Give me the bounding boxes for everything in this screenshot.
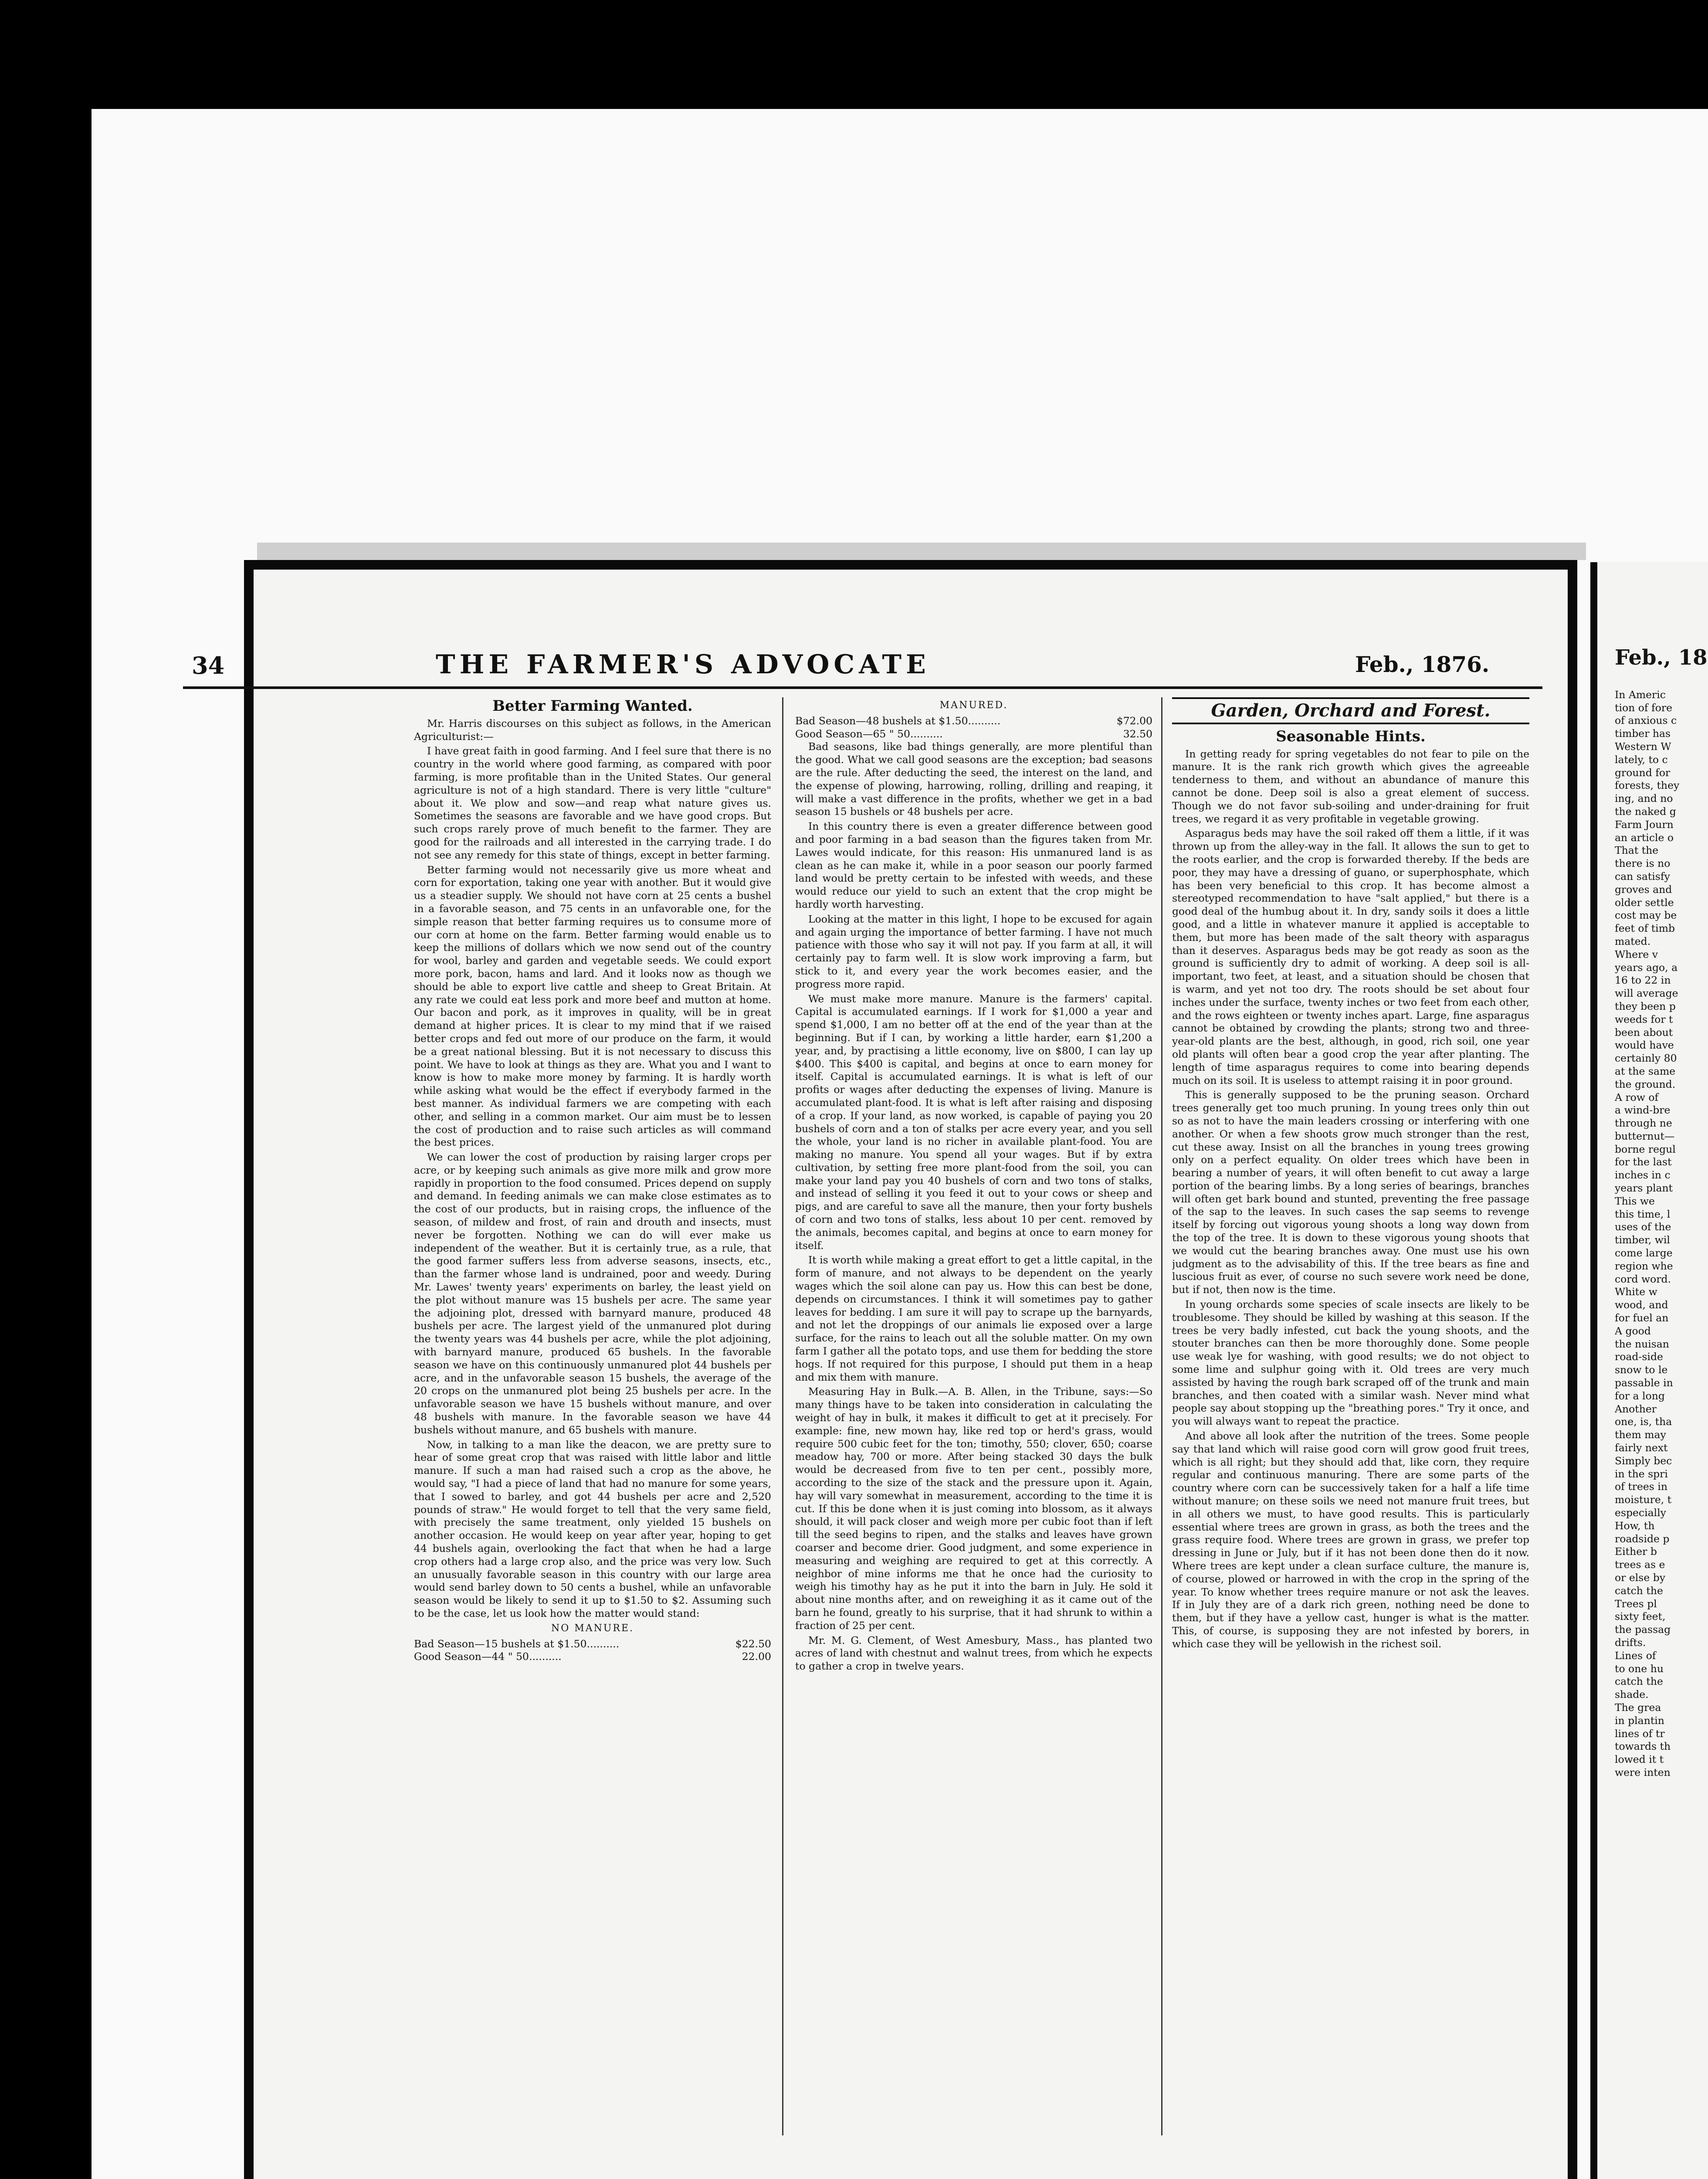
adjacent-page-line: years ago, a — [1615, 961, 1678, 974]
adjacent-page-line: cost may be — [1615, 909, 1677, 922]
adjacent-page-line: Either b — [1615, 1545, 1657, 1558]
adjacent-page-line: 16 to 22 in — [1615, 974, 1671, 987]
adjacent-page-line: for the last — [1615, 1156, 1672, 1168]
table-row — [414, 1638, 771, 1651]
adjacent-page-line: How, th — [1615, 1519, 1655, 1532]
article-body — [414, 717, 771, 1620]
article-body — [1172, 748, 1529, 1651]
column-divider — [1161, 697, 1162, 2135]
adjacent-page-line: been about — [1615, 1026, 1673, 1039]
adjacent-page-line: This we — [1615, 1195, 1655, 1207]
adjacent-page-line: feet of timb — [1615, 922, 1675, 935]
adjacent-page-line: they been p — [1615, 1000, 1676, 1012]
table-cell: $22.50 — [735, 1637, 771, 1650]
adjacent-page-line: at the same — [1615, 1065, 1676, 1077]
adjacent-page-line: especially — [1615, 1507, 1666, 1519]
adjacent-page-line: snow to le — [1615, 1364, 1668, 1376]
adjacent-page-line: borne regul — [1615, 1143, 1676, 1155]
adjacent-page-line: mated. — [1615, 935, 1651, 947]
adjacent-page-line: Where v — [1615, 948, 1658, 961]
table-cell: 32.50 — [1123, 727, 1152, 740]
column-1 — [414, 697, 771, 2153]
adjacent-page-line: roadside p — [1615, 1532, 1670, 1545]
adjacent-page-line: shade. — [1615, 1688, 1649, 1701]
adjacent-page-line: drifts. — [1615, 1636, 1646, 1649]
adjacent-page-line: wood, and — [1615, 1299, 1668, 1311]
table-row — [795, 715, 1152, 728]
adjacent-page-line: of trees in — [1615, 1480, 1667, 1493]
paragraph: Better farming would not necessarily give us more wheat and corn for exportation, taking one year with another. But it would give us a steadier supply. We should not have corn at 25 cents a bushel in a favorable season, and 75 cents in an unfavorable one, for the simple reason that better farming requires us to consume more of our corn at home on the farm. Better farming would enable us to keep the millions of dollars which we now send out of the country for wool, barley and garden and vegetable seeds. We could export more pork, bacon, hams and lard. And it looks now as though we should be able to export live cattle and sheep to Great Britain. At any rate we could eat less pork and more beef and mutton at home. Our bacon and pork, as it improves in quality, will be in great demand at higher prices. It is clear to my mind that if we raised better crops and fed out more of our produce on the farm, it would be a great national blessing. But it is not necessary to discuss this point. We have to look at things as they are. What you and I want to know is how to make more money by farming. It is hardly worth while asking what would be the effect if everybody farmed in the best manner. As individual farmers we are competing with each other, and selling in a common market. Our aim must be to lessen the cost of production and to raise such articles as will command the best prices. — [414, 863, 771, 1149]
header-rule — [183, 686, 1542, 689]
paragraph: This is generally supposed to be the pruning season. Orchard trees generally get too much pruning. In young trees only thin out so as not to have the main leaders crossing or interfering with one another. Or when a few shoots grow much stronger than the rest, cut these away. Insist on all the branches in young trees growing only on a perfect equality. On older trees which have been in bearing a number of years, it will often benefit to cut away a large portion of the bearing limbs. By a long series of bearings, branches will often get bark bound and stunted, preventing the free passage of the sap to the leaves. In such cases the sap seems to revenge itself by forcing out vigorous young shoots a long way down from the top of the tree. It is down to these vigorous young shoots that we would cut the bearing branches away. One must use his own judgment as to the advisability of this. If the tree bears as fine and luscious fruit as ever, of course no such severe work need be done, but if not, then now is the time. — [1172, 1089, 1529, 1296]
paragraph: In young orchards some species of scale insects are likely to be troublesome. They should be killed by washing at this season. If the trees be very badly infested, cut back the young shoots, and the stouter branches can then be more thoroughly done. Some people use weak lye for washing, with good results; we do not object to some lime and sulphur going with it. Old trees are very much assisted by having the rough bark scraped off of the trunk and main branches, and then coated with a similar wash. Never mind what people say about stopping up the "breathing pores." Try it once, and you will always want to repeat the practice. — [1172, 1298, 1529, 1428]
adjacent-page-line: tion of fore — [1615, 701, 1673, 714]
paragraph: Measuring Hay in Bulk.—A. B. Allen, in the Tribune, says:—So many things have to be taken into consideration in calculating the weight of hay in bulk, it makes it difficult to get at it precisely. For example: fine, new mown hay, like red top or herd's grass, would require 500 cubic feet for the ton; timothy, 550; clover, 650; coarse meadow hay, 700 or more. After being stacked 30 days the bulk would be decreased from five to ten per cent., possibly more, according to the size of the stack and the pressure upon it. Again, hay will vary somewhat in measurement, according to the time it is cut. If this be done when it is just coming into blossom, as it always should, it will pack closer and weigh more per cubic foot than if left till the seed begins to ripen, and the stalks and leaves have grown coarser and become drier. Good judgment, and some experience in measuring and weighing are required to get at this correctly. A neighbor of mine informs me that he once had the curiosity to weigh his timothy hay as he put it into the barn in July. He sold it about nine months after, and on reweighing it as it came out of the barn he found, greatly to his surprise, that it had shrunk to within a fraction of 25 per cent. — [795, 1385, 1152, 1632]
adjacent-page-line: Farm Journ — [1615, 818, 1674, 831]
adjacent-page-line: would have — [1615, 1039, 1674, 1052]
table-cell: Good Season—65 " 50.......... — [795, 727, 943, 740]
adjacent-page-line: ground for — [1615, 766, 1671, 779]
adjacent-page-line: towards th — [1615, 1740, 1671, 1753]
adjacent-page-line: butternut— — [1615, 1130, 1675, 1142]
table-cell: $72.00 — [1116, 714, 1152, 727]
table-cell: 22.00 — [742, 1650, 771, 1663]
column-divider — [782, 697, 783, 2135]
adjacent-page-line: a wind-bre — [1615, 1104, 1671, 1117]
paragraph: Looking at the matter in this light, I hope to be excused for again and again urging the importance of better farming. I have not much patience with those who say it will not pay. If you farm at all, it will certainly pay to farm well. It is slow work improving a farm, but stick to it, and every year the work becomes easier, and the progress more rapid. — [795, 913, 1152, 990]
table-cell: Bad Season—15 bushels at $1.50.......... — [414, 1637, 620, 1650]
adjacent-page-line: them may — [1615, 1429, 1666, 1441]
adjacent-page-line: region whe — [1615, 1259, 1673, 1272]
section-heading: Garden, Orchard and Forest. — [1172, 697, 1529, 724]
adjacent-page-line: timber, wil — [1615, 1234, 1670, 1246]
adjacent-page-line: the naked g — [1615, 805, 1676, 818]
adjacent-page-line: Trees pl — [1615, 1597, 1657, 1610]
adjacent-page-line: moisture, t — [1615, 1493, 1672, 1506]
table-row — [414, 1650, 771, 1663]
paragraph: I have great faith in good farming. And I feel sure that there is no country in the world where good farming, as compared with poor farming, is more profitable than in the United States. Our general agriculture is not of a high standard. There is very little "culture" about it. We plow and sow—and reap what nature gives us. Sometimes the seasons are favorable and we have good crops. But such crops rarely prove of much benefit to the farmer. They are good for the railroads and all interested in the carrying trade. I do not see any remedy for this state of things, except in better farming. — [414, 745, 771, 861]
adjacent-page-line: inches in c — [1615, 1169, 1671, 1181]
adjacent-page-line: groves and — [1615, 883, 1672, 896]
adjacent-page-line: Simply bec — [1615, 1454, 1672, 1467]
adjacent-page-line: catch the — [1615, 1675, 1663, 1688]
adjacent-page-line: uses of the — [1615, 1221, 1671, 1233]
article-title: Better Farming Wanted. — [492, 697, 693, 715]
adjacent-page-line: in plantin — [1615, 1714, 1664, 1727]
column-2 — [795, 697, 1152, 2153]
table-title: NO MANURE. — [551, 1622, 634, 1634]
adjacent-page-line: ing, and no — [1615, 792, 1673, 805]
adjacent-page-line: The grea — [1615, 1701, 1661, 1714]
adjacent-page-line: A good — [1615, 1324, 1651, 1337]
adjacent-page-line: come large — [1615, 1247, 1673, 1259]
adjacent-page-line: through ne — [1615, 1117, 1672, 1130]
paragraph: Bad seasons, like bad things generally, are more plentiful than the good. What we call good seasons are the exception; bad seasons are the rule. After deducting the seed, the interest on the land, and the expense of plowing, harrowing, rolling, drilling and reaping, it will make a vast difference in the profits, whether we get in a bad season 15 bushels or 48 bushels per acre. — [795, 740, 1152, 818]
adjacent-page-line: Lines of — [1615, 1649, 1656, 1662]
adjacent-page-line: will average — [1615, 987, 1678, 1000]
adjacent-page-line: to one hu — [1615, 1662, 1664, 1675]
adjacent-page-line: older settle — [1615, 896, 1674, 909]
adjacent-page-line: lines of tr — [1615, 1727, 1665, 1740]
adjacent-page-line: weeds for t — [1615, 1013, 1673, 1025]
adjacent-page-line: in the spri — [1615, 1467, 1668, 1480]
adjacent-page-line: A row of — [1615, 1091, 1659, 1103]
adjacent-page-line: catch the — [1615, 1584, 1663, 1597]
adjacent-page-line: sixty feet, — [1615, 1610, 1666, 1623]
adjacent-page-line: one, is, tha — [1615, 1415, 1672, 1428]
paragraph: We can lower the cost of production by raising larger crops per acre, or by keeping such animals as give more milk and grow more rapidly in proportion to the food consumed. Prices depend on supply and demand. In feeding animals we can make close estimates as to the cost of our products, but in raising crops, the influence of the season, of mildew and frost, of rain and drouth and insects, must never be forgotten. Nothing we can do will ever make us independent of the weather. But it is certainly true, as a rule, that the good farmer suffers less from adverse seasons, insects, etc., than the farmer whose land is undrained, poor and weedy. During Mr. Lawes' twenty years' experiments on barley, the least yield on the plot without manure was 15 bushels per acre. The same year the adjoining plot, dressed with barnyard manure, produced 48 bushels per acre. The largest yield of the unmanured plot during the twenty years was 44 bushels per acre, while the plot adjoining, with barnyard manure, produced 65 bushels. In the favorable season we have on this continuously unmanured plot 44 bushels per acre, and in the unfavorable season 15 bushels, the average of the 20 crops on the unmanured plot being 25 bushels per acre. In the unfavorable season we have 15 bushels without manure, and over 48 bushels with manure. In the favorable season we have 44 bushels without manure, and 65 bushels with manure. — [414, 1151, 771, 1436]
adjacent-page-line: years plant — [1615, 1182, 1673, 1195]
adjacent-page — [1590, 562, 1708, 2179]
adjacent-page-line: cord word. — [1615, 1273, 1671, 1285]
adjacent-page-line: Western W — [1615, 740, 1671, 753]
issue-date: Feb., 1876. — [1355, 652, 1490, 677]
adjacent-page-line: for a long — [1615, 1389, 1665, 1402]
adjacent-page-line: there is no — [1615, 857, 1671, 870]
adjacent-page-line: fairly next — [1615, 1442, 1668, 1454]
adjacent-page-line: the ground. — [1615, 1078, 1676, 1090]
paragraph: Mr. Harris discourses on this subject as follows, in the American Agriculturist:— — [414, 717, 771, 743]
adjacent-page-line: the passag — [1615, 1623, 1671, 1636]
adjacent-page-line: were inten — [1615, 1766, 1671, 1778]
adjacent-page-line: of anxious c — [1615, 714, 1677, 727]
paragraph: And above all look after the nutrition of the trees. Some people say that land which will raise good corn will grow good fruit trees, which is all right; but they should add that, like corn, they require regular and continuous manuring. There are some parts of the country where corn can be successively taken for a half a life time without manure; on these soils we need not manure fruit trees, but in all others we must, to have good results. This is particularly essential where trees are grown in grass, as both the trees and the grass require food. Where trees are grown in grass, we prefer top dressing in June or July, but if it has not been done then do it now. Where trees are kept under a clean surface culture, the manure is, of course, plowed or harrowed in with the crop in the spring of the year. To know whether trees require manure or not ask the leaves. If in July they are of a dark rich green, nothing need be done to them, but if they have a yellow cast, hunger is what is the matter. This, of course, is supposing they are not infested by borers, in which case they will be yellowish in the richest soil. — [1172, 1430, 1529, 1650]
yield-table — [414, 1638, 771, 1664]
paragraph: Now, in talking to a man like the deacon, we are pretty sure to hear of some great crop that was raised with little labor and little manure. If such a man had raised such a crop as the above, he would say, "I had a piece of land that had no manure for some years, that I sowed to barley, and got 44 bushels per acre and 2,520 pounds of straw." He would forget to tell that the very same field, with precisely the same treatment, only yielded 15 bushels on another occasion. He would keep on year after year, hoping to get 44 bushels again, overlooking the fact that when he had a large crop others had a large crop also, and the price was very low. Such an unusually favorable season in this country with our large area would send barley down to 50 cents a bushel, while an unfavorable season would be likely to send it up to $1.50 to $2. Assuming such to be the case, let us look how the matter would stand: — [414, 1438, 771, 1619]
article-title: Seasonable Hints. — [1276, 727, 1426, 745]
adjacent-page-line: lowed it t — [1615, 1753, 1664, 1766]
adjacent-page-line: road-side — [1615, 1351, 1663, 1363]
adjacent-page-line: or else by — [1615, 1571, 1666, 1584]
masthead: THE FARMER'S ADVOCATE — [436, 649, 930, 680]
adjacent-page-line: this time, l — [1615, 1208, 1671, 1220]
paragraph: We must make more manure. Manure is the farmers' capital. Capital is accumulated earnings. If I work for $1,000 a year and spend $1,000, I am no better off at the end of the year than at the beginning. But if I can, by working a little harder, earn $1,200 a year, and, by practising a little economy, live on $800, I can lay up $400. This $400 is capital, and begins at once to earn money for itself. Capital is accumulated earnings. It is what is left of our profits or wages after deducting the expenses of living. Manure is accumulated plant-food. It is what is left after raising and disposing of a crop. If your land, as now worked, is capable of paying you 20 bushels of corn and a ton of stalks per acre every year, and you sell the whole, your land is no richer in available plant-food. You are making no manure. You spend all your wages. But if by extra cultivation, by setting free more plant-food from the soil, you can make your land pay you 40 bushels of corn and two tons of stalks, and instead of selling it you feed it out to your cows or sheep and pigs, and are careful to save all the manure, then your forty bushels of corn and two tons of stalks, less about 10 per cent. removed by the animals, becomes capital, and begins at once to earn money for itself. — [795, 992, 1152, 1252]
article-body — [795, 740, 1152, 1673]
adjacent-page-line: timber has — [1615, 727, 1671, 740]
table-cell: Bad Season—48 bushels at $1.50.......... — [795, 714, 1001, 727]
column-3 — [1172, 697, 1529, 2153]
page-number: 34 — [192, 652, 225, 679]
adjacent-page-text — [1615, 562, 1708, 1779]
adjacent-page-line: for fuel an — [1615, 1312, 1669, 1324]
adjacent-page-line: the nuisan — [1615, 1337, 1669, 1350]
adjacent-page-line: certainly 80 — [1615, 1052, 1677, 1065]
adjacent-page-line: Another — [1615, 1402, 1657, 1415]
page-shadow — [257, 543, 1586, 560]
adjacent-page-line: In Americ — [1615, 688, 1666, 701]
paragraph: In this country there is even a greater difference between good and poor farming in a bad season than the figures taken from Mr. Lawes would indicate, for this reason: His unmanured land is as clean as he can make it, while in a poor season our poorly farmed land would be pretty certain to be infested with weeds, and these would reduce our yield to such an extent that the crop might be hardly worth harvesting. — [795, 820, 1152, 910]
paragraph: Mr. M. G. Clement, of West Amesbury, Mass., has planted two acres of land with chestnut and walnut trees, from which he expects to gather a crop in twelve years. — [795, 1634, 1152, 1673]
table-cell: Good Season—44 " 50.......... — [414, 1650, 562, 1663]
adjacent-page-line: forests, they — [1615, 779, 1680, 792]
table-title: MANURED. — [939, 700, 1008, 711]
adjacent-page-line: trees as e — [1615, 1558, 1665, 1571]
yield-table — [795, 715, 1152, 741]
adjacent-page-line: an article o — [1615, 831, 1674, 844]
table-row — [795, 728, 1152, 741]
paragraph: It is worth while making a great effort to get a little capital, in the form of manure, and not always to be dependent on the yearly wages which the soil alone can pay us. How this can best be done, depends on circumstances. I think it will sometimes pay to gather leaves for bedding. I am sure it will pay to scrape up the barnyards, and not let the droppings of our animals lie exposed over a large surface, for the rains to leach out all the soluble matter. On my own farm I gather all the potato tops, and use them for bedding the store hogs. If not required for this purpose, I should put them in a heap and mix them with manure. — [795, 1254, 1152, 1383]
adjacent-page-line: can satisfy — [1615, 870, 1670, 882]
adjacent-page-line: That the — [1615, 844, 1659, 857]
adjacent-page-line: White w — [1615, 1286, 1657, 1298]
paragraph: Asparagus beds may have the soil raked off them a little, if it was thrown up from the alley-way in the fall. It allows the sun to get to the roots earlier, and the crop is forwarded thereby. If the beds are poor, they may have a dressing of guano, or superphosphate, which has been very beneficial to this crop. It has become almost a stereotyped recommendation to have "salt applied," but there is a good deal of the humbug about it. In dry, sandy soils it does a little good, and a little in whatever manure it applied is acceptable to them, but more has been made of the salt theory with asparagus than it deserves. Asparagus beds may be got ready as soon as the ground is sufficiently dry to admit of working. A deep soil is all-important, two feet, at least, and a situation should be chosen that is warm, and yet not too dry. The roots should be set about four inches under the surface, twenty inches or two feet from each other, and the rows eighteen or twenty inches apart. Large, fine asparagus cannot be obtained by crowding the plants; strong two and three-year-old plants are the best, although, in good, rich soil, one year old plants will often bear a good crop the year after planting. The length of time asparagus requires to come into bearing depends much on its soil. It is useless to attempt raising it in poor ground. — [1172, 827, 1529, 1086]
paragraph: In getting ready for spring vegetables do not fear to pile on the manure. It is the rank rich growth which gives the agreeable tenderness to them, and without an abundance of manure this cannot be done. Deep soil is also a great element of success. Though we do not favor sub-soiling and under-draining for fruit trees, we regard it as very profitable in vegetable growing. — [1172, 747, 1529, 825]
adjacent-page-line: lately, to c — [1615, 753, 1668, 766]
adjacent-page-date: Feb., 18 — [1615, 645, 1708, 670]
adjacent-page-line: passable in — [1615, 1377, 1673, 1389]
